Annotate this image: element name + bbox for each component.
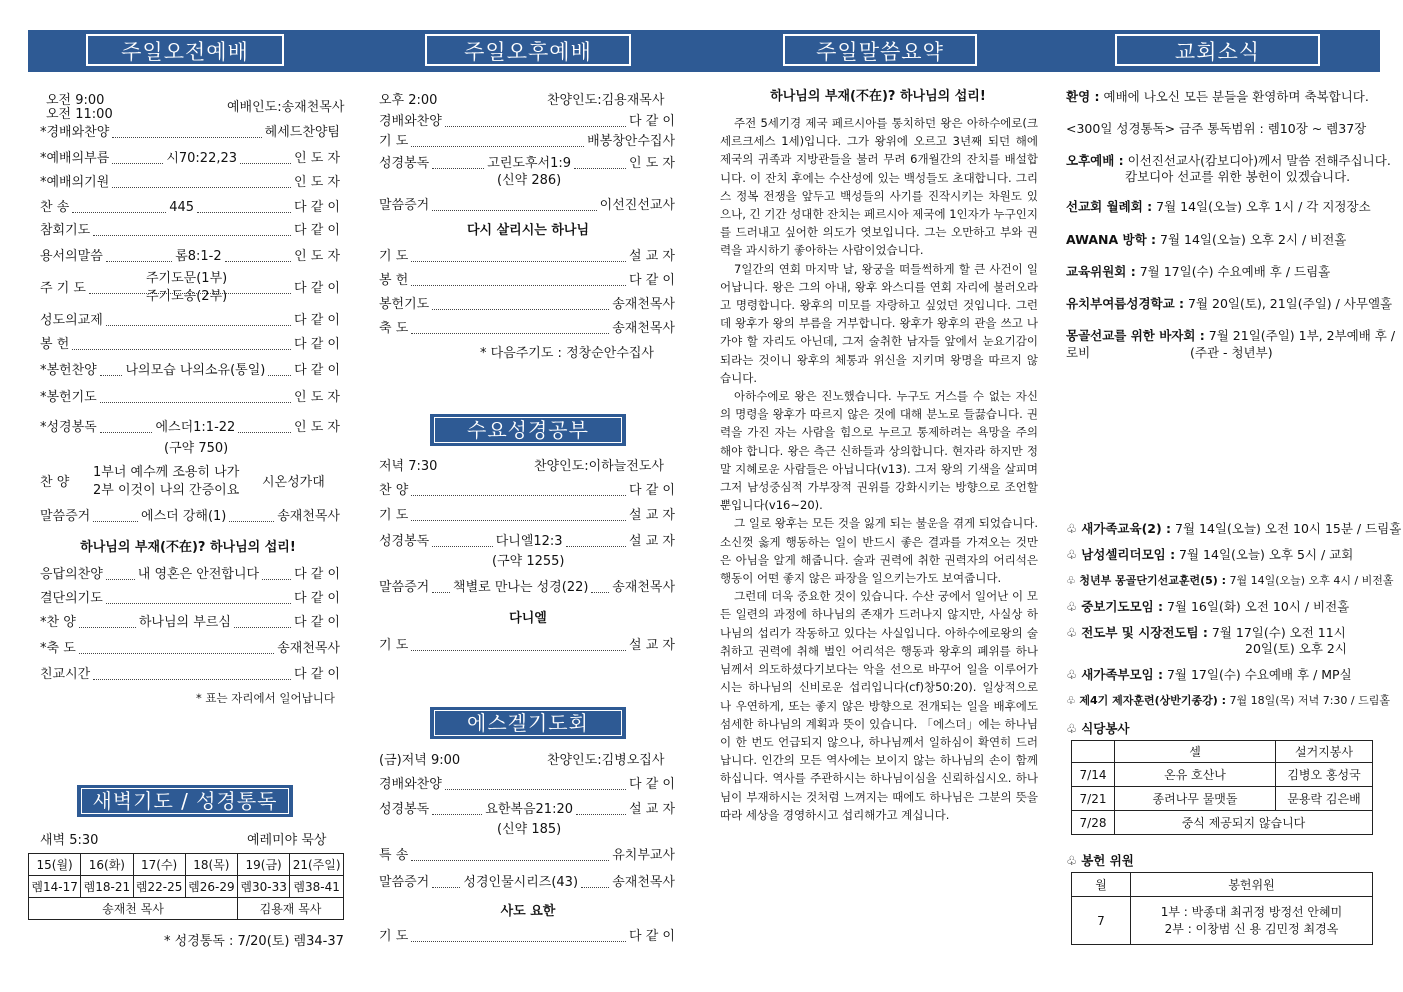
clover-icon: ♧: [1066, 694, 1080, 707]
am-row-5: [40, 248, 340, 265]
news-clover-item: ♧ 전도부 및 시장전도팀 : 7월 17일(수) 오전 11시: [1066, 625, 1346, 640]
news-bazaar-host: (주관 - 청년부): [1190, 345, 1273, 360]
am2-row-4-label: 친교시간: [40, 667, 91, 682]
wed-row-1-value: 설 교 자: [629, 508, 675, 523]
fri2-row-0: [379, 847, 675, 864]
dawn-day: 18(목): [185, 854, 237, 876]
summary-paragraph: 주전 5세기경 제국 페르시아를 통치하던 왕은 아하수에로(크세르크세스 1세)입니다. 그가 왕위에 오르고 3년째 되던 해에 제국의 귀족과 지방관들을 불러 무려 6개월간의 잔치를 배설합니다. 이 잔치 후에는 수산성에 있는 백성들도 초대합니다. 그리스 정복 전쟁을 앞두고 백성들의 사기를 진작시키는 차원도 있으나, 긴 기간 성대한 잔치는 페르시아 제국에 1인자가 누구인지를 드러내고 싶어한 의도가 엿보입니다. 그는 오만하고 부와 권력을 과시하기 좋아하는 사람이었습니다.: [720, 116, 1038, 258]
clover-icon: ♧: [1066, 667, 1082, 682]
am-row-10-label: *봉헌기도: [40, 390, 97, 405]
am-sermon-row: [40, 508, 340, 525]
news-clover-item: ♧ 제4기 제자훈련(상반기종강) : 7월 18일(목) 저녁 7:30 / 드림홀: [1066, 694, 1390, 707]
am-row-0: [40, 124, 340, 141]
am-row-9-value: 다 같 이: [294, 363, 341, 378]
summary-body: [720, 114, 1038, 824]
dawn-chapter: 렘14-17: [29, 876, 81, 898]
wed-ot-page: (구약 1255): [492, 554, 565, 569]
am-sermon-label: 말씀증거: [40, 509, 91, 524]
am-row-1-content: 시70:22,23: [166, 151, 238, 166]
am-row-3-label: 찬 송: [40, 200, 70, 215]
pm-row-1: [379, 133, 675, 150]
pm2-row-1-label: 봉 헌: [379, 273, 409, 288]
am-row-1-label: *예배의부름: [40, 151, 110, 166]
news-item: 선교회 월례회 : 7월 14일(오늘) 오후 1시 / 각 지정장소: [1066, 199, 1371, 214]
am2-row-1-label: 결단의기도: [40, 591, 103, 606]
am-ot-page: (구약 750): [164, 441, 229, 456]
am2-row-0-content: 내 영혼은 안전합니다: [137, 567, 260, 582]
news-pm-worship-2: 캄보디아 선교를 위한 봉헌이 있겠습니다.: [1125, 169, 1351, 184]
dawn-chapter: 렘18-21: [81, 876, 133, 898]
pm2-row-2-value: 송재천목사: [612, 297, 675, 312]
fri-time: (금)저녁 9:00: [379, 753, 461, 768]
news-reading: <300일 성경통독> 금주 통독범위 : 렘10장 ~ 렘37장: [1066, 121, 1367, 136]
fri2-row-1-value: 송재천목사: [612, 875, 675, 890]
clover-icon: ♧: [1066, 853, 1082, 868]
dawn-day: 17(수): [133, 854, 185, 876]
clover-icon: ♧: [1066, 625, 1082, 640]
fri-nt-page: (신약 185): [497, 822, 562, 837]
pm2-row-3-value: 송재천목사: [612, 321, 675, 336]
fri-prayer-row: 기 도 다 같 이: [379, 929, 675, 944]
fri-row-1: [379, 801, 675, 818]
am-row-8: [40, 336, 340, 353]
pm-row-0-value: 다 같 이: [629, 114, 675, 129]
summary-paragraph: 그런데 더욱 중요한 것이 있습니다. 수산 궁에서 일어난 이 모든 일련의 과정에 하나님의 존재가 드러나지 않지만, 사실상 하나님의 섭리가 작동하고 있다는 사실입니다. 아하수에로왕의 술 취하고 권력에 취해 벌인 어리석은 행동과 왕후의 폐위를 하나님께서 의도하셨다기보다는 악을 선으로 바꾸어 일을 이루어가시는 하나님의 신비로운 섭리입니다(cf)창50:20). 일상적으로나 우연하게, 또는 좋지 않은 방향으로 전개되는 일을 배후에도 섬세한 하나님의 계획과 뜻이 있습니다. 「에스더」에는 하나님이 한 번도 언급되지 않으나, 하나님께서 일하심이 확연히 드러납니다. 인간의 모든 역사에는 보이지 않는 하나님의 손이 함께 하십니다. 역사를 주관하시는 하나님이심을 신뢰하십시오. 하나님이 부재하시는 것처럼 느껴지는 때에도 하나님은 그분의 뜻을 따라 세상을 경영하시고 섭리해가고 계십니다.: [720, 589, 1038, 822]
wed-row-2-label: 성경봉독: [379, 534, 430, 549]
news-clover-item: ♧ 새가족교육(2) : 7월 14일(오늘) 오전 10시 15분 / 드림홀: [1066, 521, 1402, 536]
wed-row-0-label: 찬 양: [379, 483, 409, 498]
am-lords-prayer-2: 주기도송(2부): [146, 289, 228, 304]
am-row-11-content: 에스더1:1-22: [155, 420, 236, 435]
am2-row-2-content: 하나님의 부르심: [138, 615, 231, 630]
am-row-3-value: 다 같 이: [294, 200, 340, 215]
fri-row-1-label: 성경봉독: [379, 802, 430, 817]
am-row-10-value: 인 도 자: [294, 390, 340, 405]
am-row-6-label: 주 기 도: [40, 281, 86, 296]
dawn-time: 새벽 5:30: [40, 833, 99, 848]
clover-icon: ♧: [1066, 574, 1080, 587]
am2-row-3-label: *축 도: [40, 641, 76, 656]
am-choir-value: 시온성가대: [262, 475, 325, 490]
am-row-8-label: 봉 헌: [40, 337, 70, 352]
dawn-day: 16(화): [81, 854, 133, 876]
pm2-row-0-label: 기 도: [379, 249, 409, 264]
header-church-news: 교회소식: [1115, 34, 1320, 66]
dawn-pastor-2: 김용재 목사: [238, 898, 344, 920]
wed-row-1: [379, 507, 675, 524]
dawn-note: * 성경통독 : 7/20(토) 렘34-37: [164, 934, 344, 949]
news-item: 몽골선교를 위한 바자회 : 7월 21일(주일) 1부, 2부예배 후 / 로비: [1066, 328, 1396, 360]
pm2-row-1-value: 다 같 이: [629, 273, 675, 288]
am-row-2-label: *예배의기원: [40, 175, 110, 190]
am-row-8-value: 다 같 이: [294, 337, 340, 352]
am-row-9: [40, 362, 340, 379]
am-sermon-preacher: 송재천목사: [277, 509, 340, 524]
news-item: 유치부여름성경학교 : 7월 20일(토), 21일(주일) / 사무엘홀: [1066, 296, 1393, 311]
fri2-row-1: [379, 874, 675, 891]
fri-row-0-label: 경배와찬양: [379, 777, 442, 792]
summary-paragraph: 7일간의 연회 마지막 날, 왕궁을 떠들썩하게 할 큰 사건이 일어납니다. 왕은 그의 아내, 왕후 와스디를 연회 자리에 불러오라고 명령합니다. 왕후의 미모를 자랑하고 싶었던 것입니다. 그런데 왕후가 왕의 부름을 거부합니다. 왕후가 왕후의 관을 쓰고 나가야 할 자리도 아닌데, 그저 술취한 남자들 앞에서 눈요기감이 되라는 것이니 왕후의 체통과 위신을 지키며 왕명을 따르지 않습니다.: [720, 261, 1038, 385]
news-clover-item: ♧ 중보기도모임 : 7월 16일(화) 오전 10시 / 비전홀: [1066, 599, 1350, 614]
wed-prayer-row: 기 도 설 교 자: [379, 638, 675, 653]
am-row-0-value: 헤세드찬양팀: [264, 125, 340, 140]
am-row-11-value: 인 도 자: [294, 420, 340, 435]
am-row-5-content: 롬8:1-2: [175, 249, 222, 264]
header-sunday-afternoon: 주일오후예배: [425, 34, 631, 66]
header-sunday-morning: 주일오전예배: [86, 34, 284, 66]
am2-row-3-value: 송재천목사: [277, 641, 340, 656]
dawn-day: 21(주일): [290, 854, 344, 876]
header-ezekiel-prayer: 에스겔기도회: [430, 707, 626, 739]
am-row-6-value: 다 같 이: [294, 281, 340, 296]
am2-row-0: [40, 566, 340, 583]
am-row-4-label: 참회기도: [40, 223, 91, 238]
am-row-1: [40, 150, 340, 167]
am2-row-4: [40, 666, 340, 683]
pm2-row-2: [379, 296, 675, 313]
am-row-0-label: *경배와찬양: [40, 125, 110, 140]
wed-sermon-row: 말씀증거 책별로 만나는 성경(22) 송재천목사: [379, 580, 676, 595]
dawn-day: 19(금): [238, 854, 290, 876]
pm-time: 오후 2:00: [379, 93, 438, 108]
news-clover-item: ♧ 청년부 몽골단기선교훈련(5) : 7월 14일(오늘) 오후 4시 / 비전홀: [1066, 574, 1394, 587]
am2-row-2-value: 다 같 이: [294, 615, 340, 630]
am-time-2: 오전 11:00: [46, 107, 113, 122]
fri2-row-0-value: 유치부교사: [612, 848, 675, 863]
am2-row-2: [40, 614, 340, 631]
am2-row-1-value: 다 같 이: [294, 591, 340, 606]
am-choir-song-1: 1부너 예수께 조용히 나가: [93, 465, 240, 480]
wed-row-2-content: 다니엘12:3: [495, 534, 563, 549]
am-leader: 예배인도:송재천목사: [227, 100, 345, 115]
dawn-chapter: 렘38-41: [290, 876, 344, 898]
offering-table: 월 봉헌위원 7 1부 : 박종대 최귀정 방정선 안혜미 2부 : 이창범 신 용 김민정 최경옥: [1071, 872, 1373, 945]
dawn-chapter: 렘30-33: [238, 876, 290, 898]
wed-sermon-heading: 다니엘: [509, 611, 547, 626]
am2-row-2-label: *찬 양: [40, 615, 76, 630]
am-row-2-value: 인 도 자: [294, 175, 340, 190]
dawn-book: 예레미야 묵상: [247, 833, 327, 848]
fri-sermon-heading: 사도 요한: [500, 904, 556, 919]
fri2-row-0-label: 특 송: [379, 848, 409, 863]
pm2-row-1: [379, 272, 675, 289]
pm-sermon-row: 말씀증거 이선진선교사: [379, 198, 675, 213]
pm-row-2-label: 성경봉독: [379, 156, 430, 171]
am-row-2: [40, 174, 340, 191]
am-row-7-label: 성도의교제: [40, 313, 103, 328]
news-pm-worship: 오후예배 : 이선진선교사(캄보디아)께서 말씀 전해주십니다.: [1066, 153, 1391, 168]
pm-sermon-heading: 다시 살리시는 하나님: [466, 223, 590, 238]
am-row-5-value: 인 도 자: [294, 249, 341, 264]
am2-row-1: [40, 590, 340, 607]
clover-icon: ♧: [1066, 547, 1082, 562]
clover-icon: ♧: [1066, 721, 1082, 736]
pm-row-0: [379, 113, 675, 130]
am2-row-0-value: 다 같 이: [294, 567, 341, 582]
pm2-row-3-label: 축 도: [379, 321, 409, 336]
am-choir-song-2: 2부 이것이 나의 간증이요: [93, 483, 240, 498]
pm2-row-3: [379, 320, 675, 337]
wed-time: 저녁 7:30: [379, 459, 438, 474]
am-choir-label: 찬 양: [40, 475, 70, 490]
pm-row-1-value: 배봉창안수집사: [587, 134, 675, 149]
pm-row-2-content: 고린도후서1:9: [487, 156, 571, 171]
am-row-10: [40, 389, 340, 406]
fri2-row-1-content: 성경인물시리즈(43): [463, 875, 579, 890]
fri-row-0-value: 다 같 이: [629, 777, 675, 792]
cafeteria-table: 셀 설거지봉사 7/14 온유 호산나 김병오 홍성국 7/21 종려나무 물맷돌 문용락 김은배 7/28 중식 제공되지 않습니다: [1071, 740, 1373, 835]
news-welcome: 환영 : 예배에 나오신 모든 분들을 환영하며 축복합니다.: [1066, 89, 1369, 104]
news-clover-item: ♧ 남성셀리더모임 : 7월 14일(오늘) 오후 5시 / 교회: [1066, 547, 1354, 562]
wed-row-0: [379, 482, 675, 499]
dawn-pastor-1: 송재천 목사: [29, 898, 238, 920]
am2-row-0-label: 응답의찬양: [40, 567, 103, 582]
news-offering-title: ♧ 봉헌 위원: [1066, 853, 1134, 868]
pm-row-0-label: 경배와찬양: [379, 114, 442, 129]
news-cafeteria-title: ♧ 식당봉사: [1066, 721, 1130, 736]
am-row-3-content: 445: [169, 200, 195, 215]
am-row-9-label: *봉헌찬양: [40, 363, 97, 378]
fri-row-1-content: 요한복음21:20: [485, 802, 573, 817]
fri2-row-1-label: 말씀증거: [379, 875, 430, 890]
wed-row-1-label: 기 도: [379, 508, 409, 523]
pm-row-2: [379, 155, 675, 172]
wed-row-2-value: 설 교 자: [629, 534, 675, 549]
pm-row-2-value: 인 도 자: [629, 156, 675, 171]
wed-row-0-value: 다 같 이: [629, 483, 675, 498]
news-item: 교육위원회 : 7월 17일(수) 수요예배 후 / 드림홀: [1066, 264, 1331, 279]
dawn-chapter: 렘26-29: [185, 876, 237, 898]
am-row-4-value: 다 같 이: [294, 223, 340, 238]
summary-paragraph: 그 일로 왕후는 모든 것을 잃게 되는 불운을 겪게 되었습니다. 소신껏 옳게 행동하는 일이 반드시 좋은 결과를 가져오는 것만은 아님을 알게 해줍니다. 술과 권력에 취한 권력자의 어리석은 행동이 어떤 좋지 않은 파장을 일으키는가도 보여줍니다.: [720, 516, 1038, 586]
pm-row-1-label: 기 도: [379, 134, 409, 149]
am-row-7-value: 다 같 이: [294, 313, 340, 328]
am2-row-4-value: 다 같 이: [294, 667, 340, 682]
am-sermon-title: 에스더 강해(1): [141, 509, 227, 524]
am-row-5-label: 용서의말씀: [40, 249, 103, 264]
news-item: AWANA 방학 : 7월 14일(오늘) 오후 2시 / 비전홀: [1066, 232, 1347, 247]
am2-row-3: [40, 640, 340, 657]
pm-next-prayer: * 다음주기도 : 정창순안수집사: [480, 346, 654, 361]
pm2-row-2-label: 봉헌기도: [379, 297, 430, 312]
dawn-table: [28, 853, 344, 920]
wed-row-2: [379, 533, 675, 550]
pm-nt-page: (신약 286): [497, 173, 562, 188]
fri-row-0: [379, 776, 675, 793]
clover-icon: ♧: [1066, 599, 1082, 614]
pm2-row-0-value: 설 교 자: [629, 249, 675, 264]
news-clover-item: ♧ 새가족부모임 : 7월 17일(수) 수요예배 후 / MP실: [1066, 667, 1352, 682]
am-row-4: [40, 222, 340, 239]
fri-leader: 찬양인도:김병오집사: [547, 753, 665, 768]
pm-leader: 찬양인도:김용재목사: [547, 93, 665, 108]
header-dawn-prayer: 새벽기도 / 성경통독: [77, 785, 293, 817]
am-row-3: [40, 199, 340, 216]
am-row-1-value: 인 도 자: [294, 151, 341, 166]
dawn-chapter: 렘22-25: [133, 876, 185, 898]
news-evangel-2: 20일(토) 오후 2시: [1245, 641, 1347, 656]
summary-title: 하나님의 부재(不在)? 하나님의 섭리!: [770, 89, 986, 104]
dawn-day: 15(월): [29, 854, 81, 876]
am-time-1: 오전 9:00: [46, 93, 105, 108]
am-row-7: [40, 312, 340, 329]
am-row-9-content: 나의모습 나의소유(통일): [125, 363, 266, 378]
am-lords-prayer-1: 주기도문(1부): [146, 271, 228, 286]
pm2-row-0: [379, 248, 675, 265]
summary-paragraph: 아하수에로 왕은 진노했습니다. 누구도 거스를 수 없는 자신의 명령을 왕후가 따르지 않은 것에 대해 분노로 들끓습니다. 권력을 가진 자는 사람을 힘으로 누르고 통제하려는 욕망을 주의해야 합니다. 왕은 측근 신하들과 상의합니다. 현자라 하지만 정말 지혜로운 사람들은 아닙니다(v13). 그저 왕의 기색을 살피며 그저 남성중심적 가부장적 권위를 강화시키는 방향으로 조언할 뿐입니다(v16~20).: [720, 389, 1038, 513]
am-sermon-heading: 하나님의 부재(不在)? 하나님의 섭리!: [80, 540, 296, 555]
am-stand-note: * 표는 자리에서 일어납니다: [196, 691, 335, 705]
fri-row-1-value: 설 교 자: [629, 802, 676, 817]
am-row-11-label: *성경봉독: [40, 420, 97, 435]
wed-leader: 찬양인도:이하늘전도사: [534, 459, 664, 474]
am-row-11: [40, 419, 340, 436]
clover-icon: ♧: [1066, 521, 1082, 536]
header-wednesday-bible: 수요성경공부: [430, 414, 626, 446]
header-sermon-summary: 주일말씀요약: [783, 34, 977, 66]
